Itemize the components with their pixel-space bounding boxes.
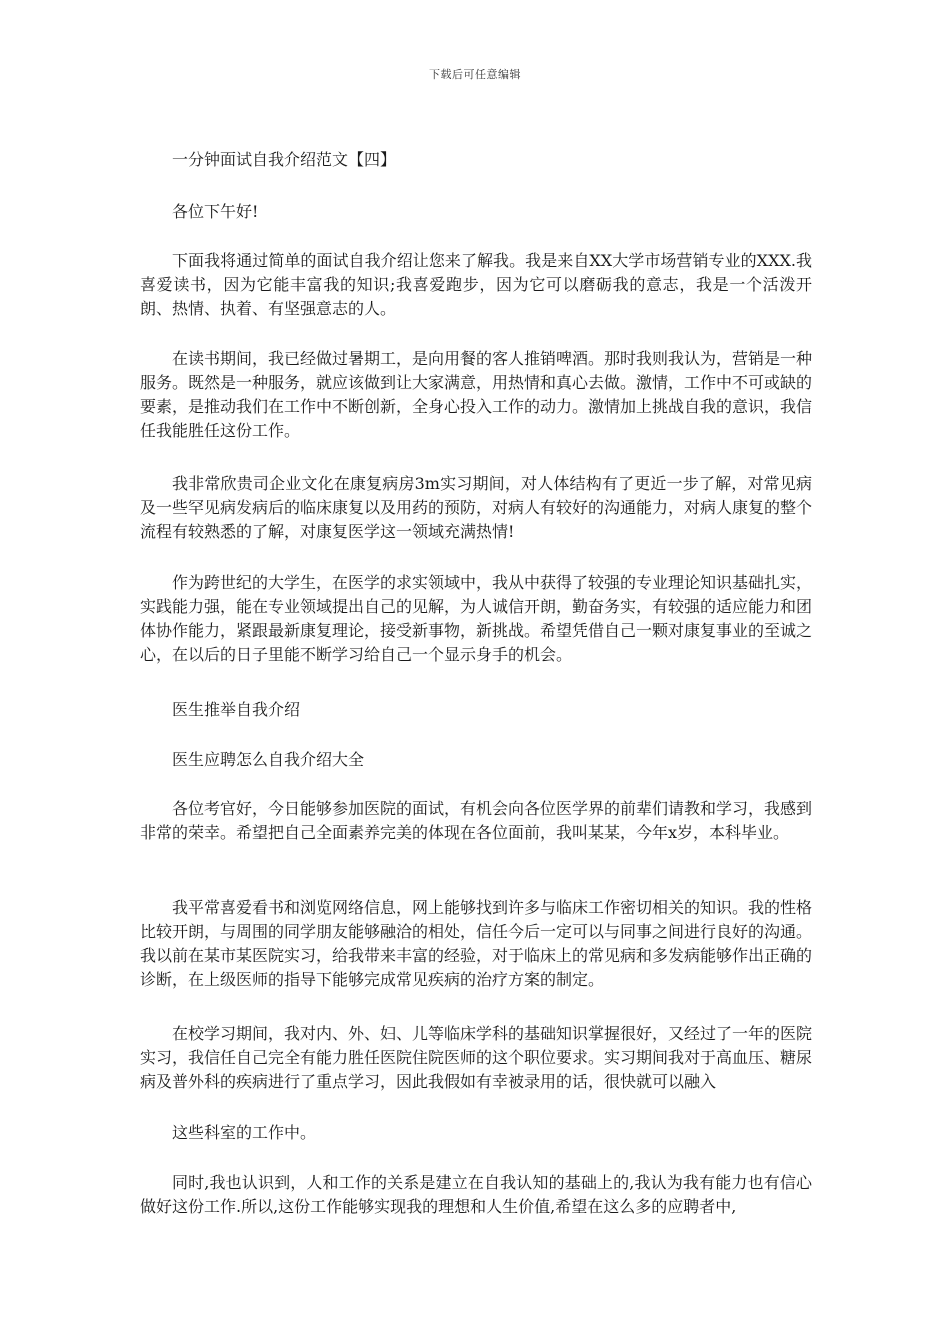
paragraph-internship: 我非常欣贵司企业文化在康复病房3m实习期间，对人体结构有了更近一步了解，对常见病及一些罕见病发病后的临床康复以及用药的预防，对病人有较好的沟通能力，对病人康复的整个流程有较熟悉的了解，对康复医学这一领域充满热情! xyxy=(140,474,813,541)
paragraph-study-experience: 在读书期间，我已经做过暑期工，是向用餐的客人推销啤酒。那时我则我认为，营销是一种服务。既然是一种服务，就应该做到让大家满意，用热情和真心去做。激情，工作中不可或缺的要素，是推动我们在工作中不断创新，全身心投入工作的动力。激情加上挑战自我的意识，我信任我能胜任这份工作。 xyxy=(140,349,813,440)
paragraph-greeting: 各位下午好! xyxy=(172,202,259,221)
paragraph-school-study: 在校学习期间，我对内、外、妇、儿等临床学科的基础知识掌握很好，又经过了一年的医院实习，我信任自己完全有能力胜任医院住院医师的这个职位要求。实习期间我对于高血压、糖尿病及普外科的疾病进行了重点学习，因此我假如有幸被录用的话，很快就可以融入 xyxy=(140,1024,813,1091)
paragraph-closing: 同时,我也认识到，人和工作的关系是建立在自我认知的基础上的,我认为我有能力也有信心做好这份工作.所以,这份工作能够实现我的理想和人生价值,希望在这么多的应聘者中, xyxy=(140,1173,812,1216)
paragraph-hobbies: 我平常喜爱看书和浏览网络信息，网上能够找到许多与临床工作密切相关的知识。我的性格比较开朗，与周围的同学朋友能够融洽的相处，信任今后一定可以与同事之间进行良好的沟通。我以前在某市某医院实习，给我带来丰富的经验，对于临床上的常见病和多发病能够作出正确的诊断，在上级医师的指导下能够完成常见疾病的治疗方案的制定。 xyxy=(140,898,813,989)
paragraph-continuation: 这些科室的工作中。 xyxy=(172,1123,317,1142)
paragraph-heading-doctor-recommend: 医生推举自我介绍 xyxy=(172,700,301,719)
paragraph-intro: 下面我将通过简单的面试自我介绍让您来了解我。我是来自XX大学市场营销专业的XXX.我喜爱读书，因为它能丰富我的知识;我喜爱跑步，因为它可以磨砺我的意志，我是一个活泼开朗、热情、执着、有坚强意志的人。 xyxy=(140,251,812,318)
paragraph-student-qualities: 作为跨世纪的大学生，在医学的求实领域中，我从中获得了较强的专业理论知识基础扎实，实践能力强，能在专业领域提出自己的见解，为人诚信开朗，勤奋务实，有较强的适应能力和团体协作能力，紧跟最新康复理论，接受新事物，新挑战。希望凭借自己一颗对康复事业的至诚之心，在以后的日子里能不断学习给自己一个显示身手的机会。 xyxy=(140,573,813,664)
page-header-note: 下载后可任意编辑 xyxy=(429,68,521,81)
paragraph-heading-doctor-apply: 医生应聘怎么自我介绍大全 xyxy=(172,750,365,769)
paragraph-title: 一分钟面试自我介绍范文【四】 xyxy=(172,150,397,169)
paragraph-examiner-greeting: 各位考官好，今日能够参加医院的面试，有机会向各位医学界的前辈们请教和学习，我感到非常的荣幸。希望把自己全面素养完美的体现在各位面前，我叫某某，今年x岁，本科毕业。 xyxy=(140,799,813,842)
